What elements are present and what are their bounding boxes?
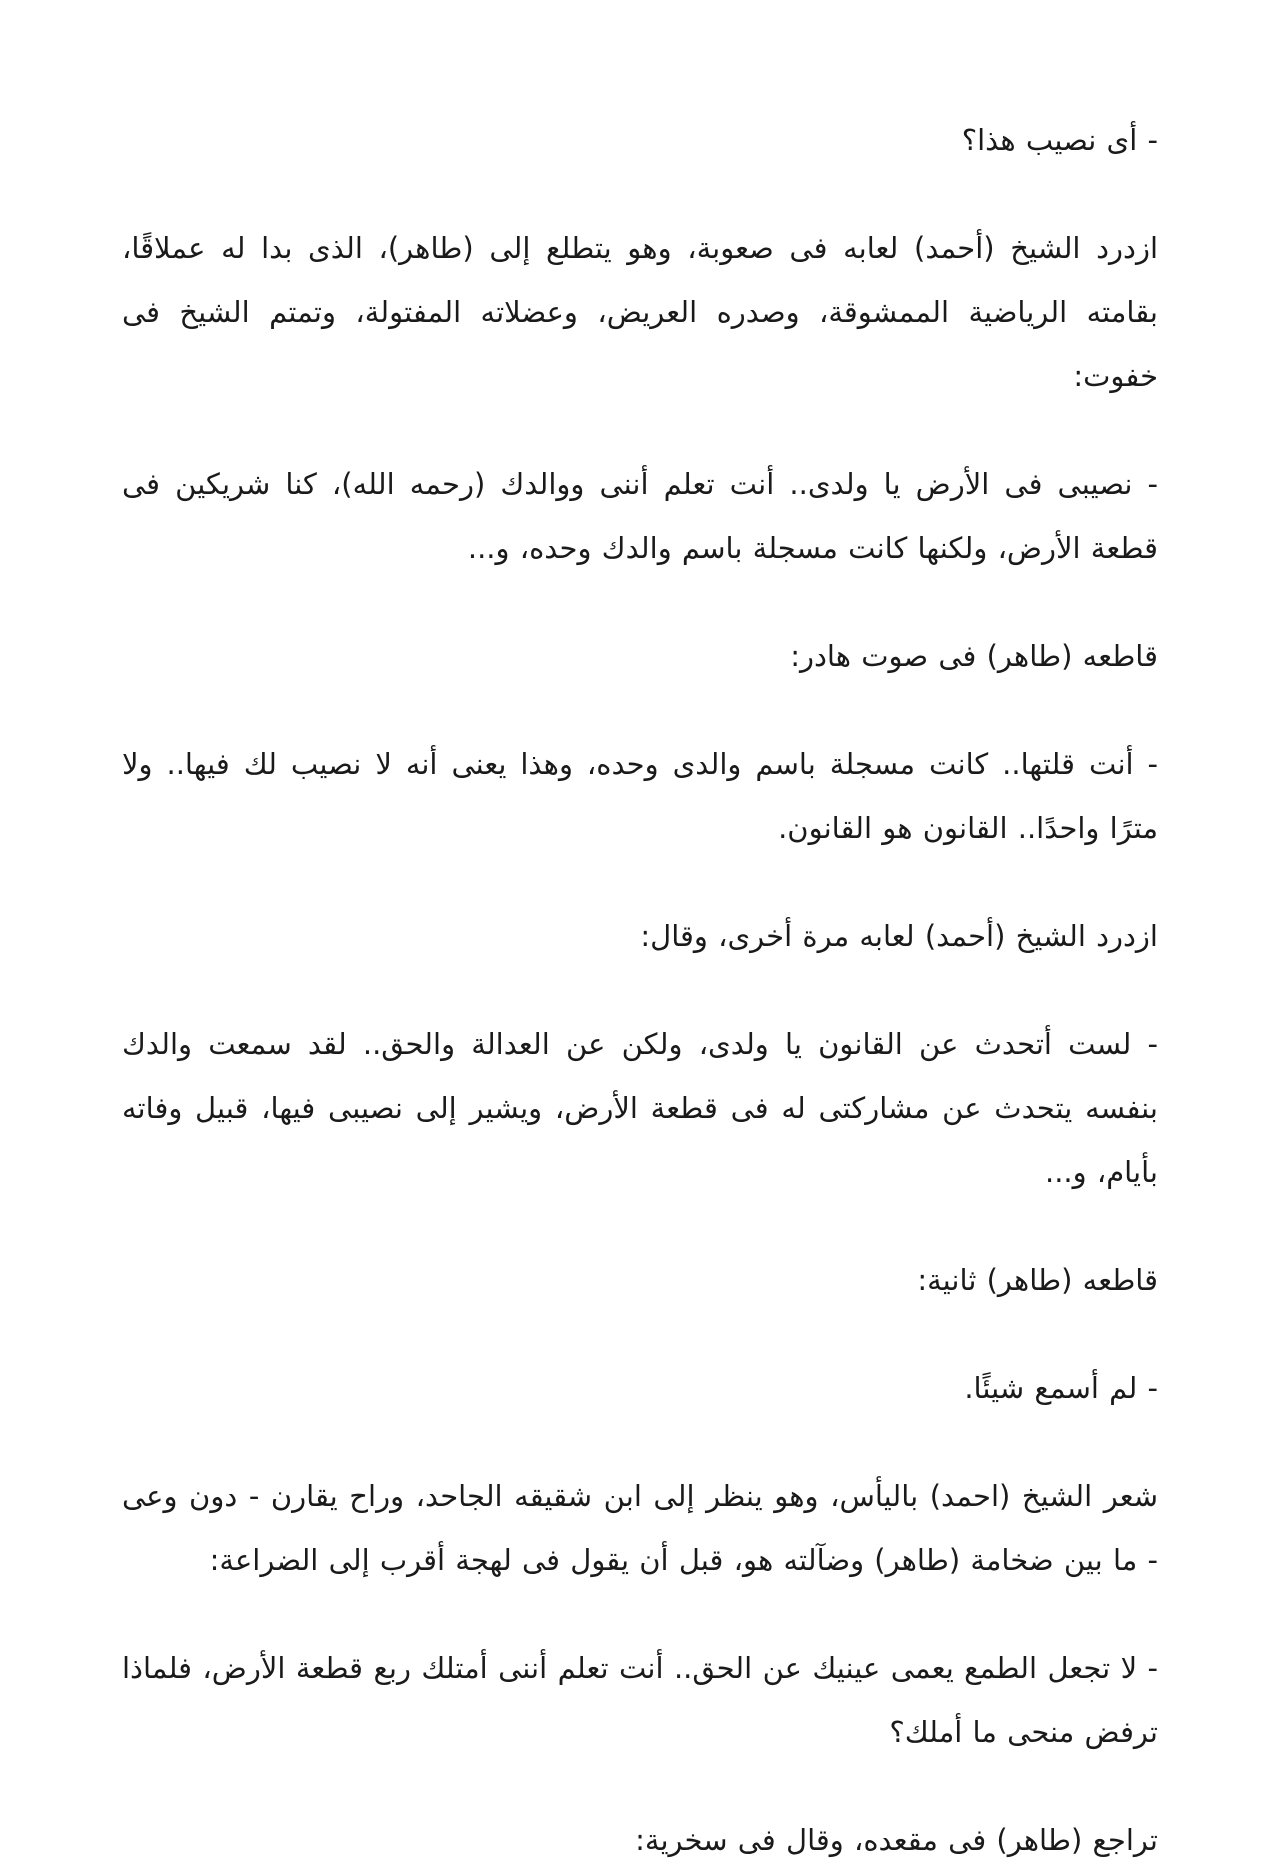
paragraph: ازدرد الشيخ (أحمد) لعابه فى صعوبة، وهو يتطلع إلى (طاهر)، الذى بدا له عملاقًا، بقامته الرياضية الممشوقة، وصدره العريض، وعضلاته المفتولة، وتمتم الشيخ فى خفوت: (122, 231, 1158, 393)
page-body (122, 108, 1158, 1872)
paragraph: - أى نصيب هذا؟ (961, 123, 1158, 157)
paragraph: ازدرد الشيخ (أحمد) لعابه مرة أخرى، وقال: (640, 919, 1158, 953)
paragraph: تراجع (طاهر) فى مقعده، وقال فى سخرية: (635, 1823, 1158, 1857)
paragraph: - لم أسمع شيئًا. (964, 1371, 1158, 1405)
paragraph: قاطعه (طاهر) ثانية: (917, 1263, 1158, 1297)
paragraph: - لست أتحدث عن القانون يا ولدى، ولكن عن العدالة والحق.. لقد سمعت والدك بنفسه يتحدث عن مشاركتى له فى قطعة الأرض، ويشير إلى نصيبى فيها، قبيل وفاته بأيام، و... (122, 1027, 1158, 1189)
paragraph: - أنت قلتها.. كانت مسجلة باسم والدى وحده، وهذا يعنى أنه لا نصيب لك فيها.. ولا مترًا واحدًا.. القانون هو القانون. (122, 747, 1158, 845)
paragraph: - لا تجعل الطمع يعمى عينيك عن الحق.. أنت تعلم أننى أمتلك ربع قطعة الأرض، فلماذا ترفض منحى ما أملك؟ (122, 1651, 1158, 1749)
paragraph: - نصيبى فى الأرض يا ولدى.. أنت تعلم أننى ووالدك (رحمه الله)، كنا شريكين فى قطعة الأرض، ولكنها كانت مسجلة باسم والدك وحده، و... (122, 467, 1158, 565)
paragraph: شعر الشيخ (احمد) باليأس، وهو ينظر إلى ابن شقيقه الجاحد، وراح يقارن - دون وعى - ما بين ضخامة (طاهر) وضآلته هو، قبل أن يقول فى لهجة أقرب إلى الضراعة: (122, 1479, 1158, 1577)
paragraph: قاطعه (طاهر) فى صوت هادر: (790, 639, 1158, 673)
